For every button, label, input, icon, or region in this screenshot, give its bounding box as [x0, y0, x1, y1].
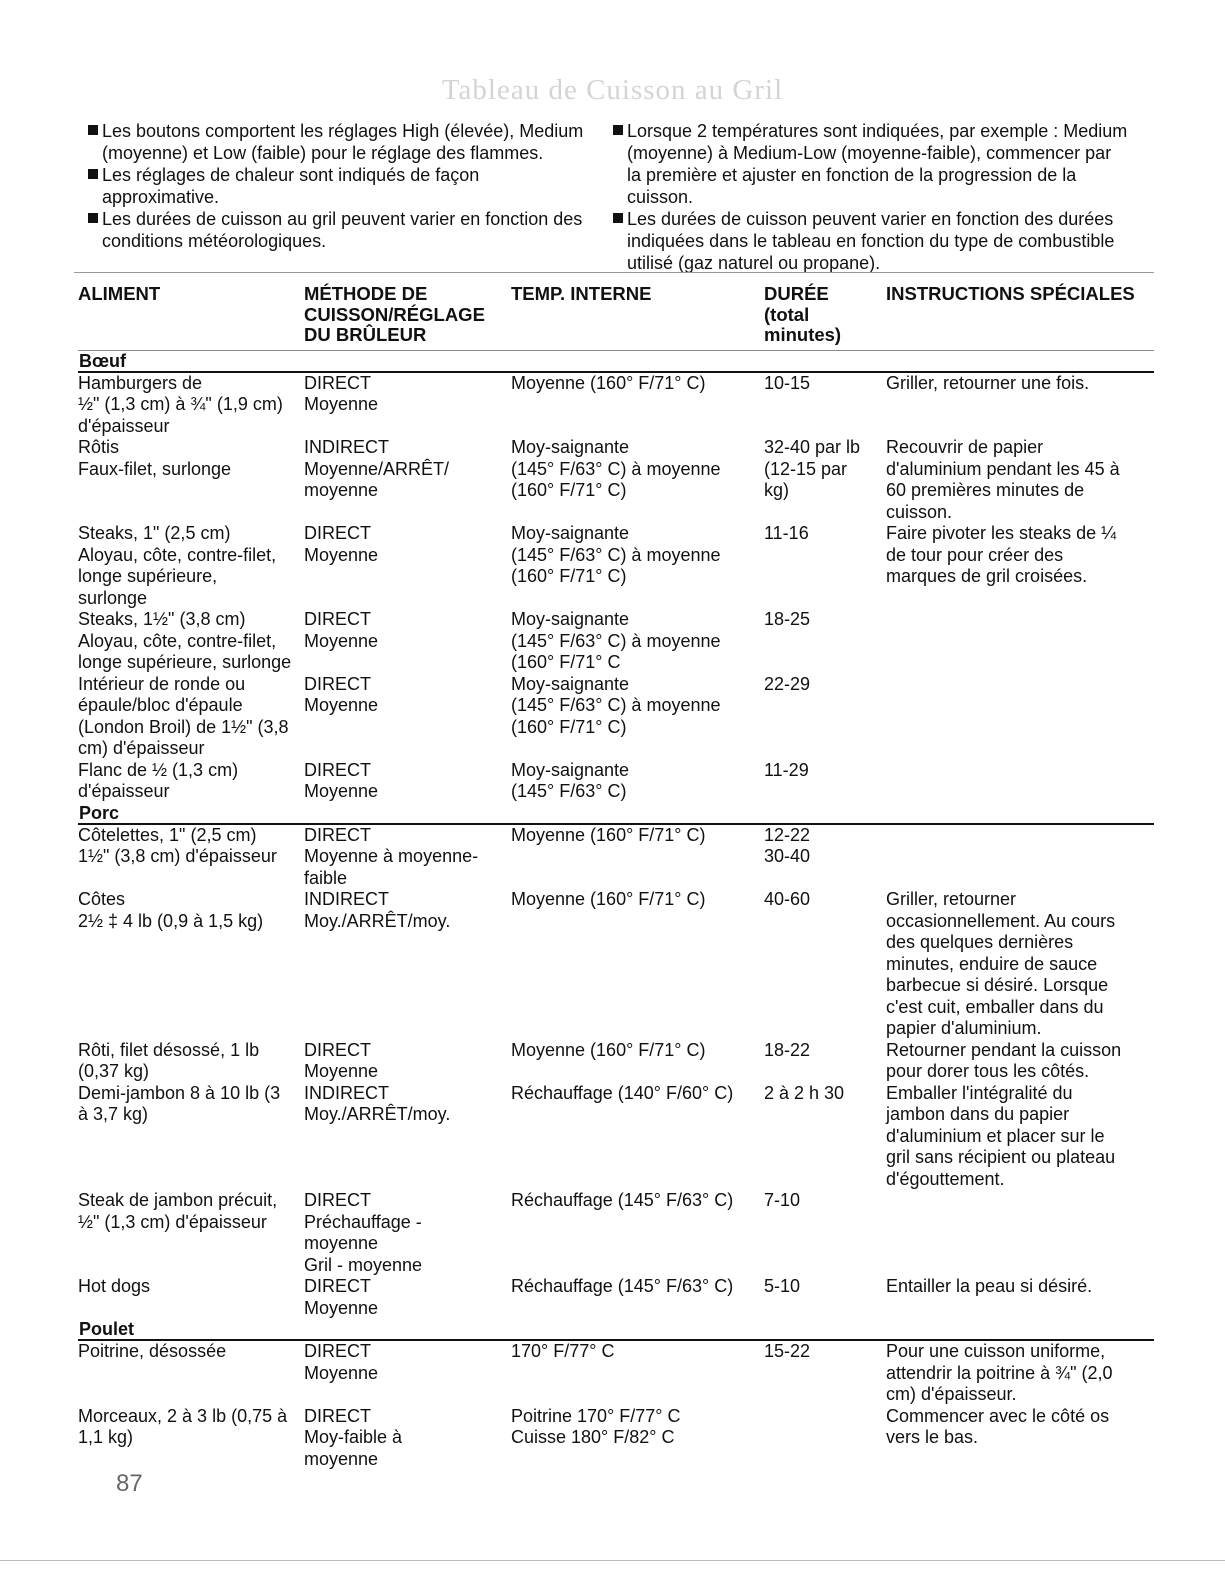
cell-instructions — [886, 825, 1154, 890]
table-row — [78, 609, 1154, 674]
table-row — [78, 1341, 1154, 1406]
cell-aliment: Flanc de ½ (1,3 cm) d'épaisseur — [78, 759, 239, 801]
note-item: Les durées de cuisson peuvent varier en fonction des durées indiquées dans le tableau en fonction du type de combustible utilisé (gaz naturel ou propane). — [609, 208, 1129, 274]
cell-methode: DIRECT Moyenne — [304, 1341, 379, 1383]
cell-instructions: Recouvrir de papier d'aluminium pendant les 45 à 60 premières minutes de cuisson. — [886, 437, 1120, 522]
cell-instructions: Emballer l'intégralité du jambon dans du papier d'aluminium et placer sur le gril sans récipient ou plateau d'égouttement. — [886, 1082, 1116, 1189]
cell-duree: 2 à 2 h 30 — [764, 1082, 845, 1103]
header-duree: DURÉE (total minutes) — [764, 283, 842, 345]
notes-divider — [74, 272, 1154, 273]
cell-duree: 12-22 30-40 — [764, 824, 811, 866]
cell-duree: 22-29 — [764, 673, 811, 694]
cell-aliment: Poitrine, désossée — [78, 1341, 227, 1361]
cell-instructions — [886, 674, 1154, 760]
page-title: Tableau de Cuisson au Gril — [441, 74, 784, 106]
cell-instructions: Griller, retourner une fois. — [886, 372, 1090, 393]
cell-methode: INDIRECT Moy./ARRÊT/moy. — [304, 1082, 451, 1124]
cell-temp: Moy-saignante (145° F/63° C) — [511, 759, 630, 801]
cell-aliment: Steaks, 1" (2,5 cm) Aloyau, côte, contre-filet, longe supérieure, surlonge — [78, 523, 277, 608]
cell-temp: Réchauffage (145° F/63° C) — [511, 1190, 734, 1210]
header-methode: MÉTHODE DE CUISSON/RÉGLAGE DU BRÛLEUR — [304, 283, 485, 345]
notes-right — [609, 120, 1129, 274]
cell-aliment: Demi-jambon 8 à 10 lb (3 à 3,7 kg) — [78, 1082, 281, 1124]
cooking-table — [78, 284, 1154, 1470]
cell-methode: DIRECT Moyenne — [304, 523, 379, 565]
cell-methode: INDIRECT Moyenne/ARRÊT/ moyenne — [304, 437, 450, 500]
section-header — [78, 1319, 1154, 1341]
cell-methode: DIRECT Préchauffage - moyenne Gril - moyenne — [304, 1190, 423, 1275]
cell-instructions: Faire pivoter les steaks de ¼ de tour pour créer des marques de gril croisées. — [886, 523, 1117, 586]
cell-aliment: Intérieur de ronde ou épaule/bloc d'épaule (London Broil) de 1½" (3,8 cm) d'épaisseur — [78, 673, 289, 758]
header-instructions: INSTRUCTIONS SPÉCIALES — [886, 283, 1135, 304]
cell-methode: DIRECT Moy-faible à moyenne — [304, 1405, 403, 1469]
cell-temp: Moyenne (160° F/71° C) — [511, 372, 706, 393]
cell-temp: Moyenne (160° F/71° C) — [511, 824, 706, 845]
cell-methode: DIRECT Moyenne — [304, 1276, 379, 1318]
table-row — [78, 1406, 1154, 1471]
cell-methode: DIRECT Moyenne — [304, 609, 379, 651]
cell-aliment: Rôti, filet désossé, 1 lb (0,37 kg) — [78, 1039, 260, 1081]
cell-temp: Poitrine 170° F/77° C Cuisse 180° F/82° C — [511, 1405, 681, 1447]
cell-instructions: Retourner pendant la cuisson pour dorer tous les côtés. — [886, 1039, 1122, 1081]
section-header — [78, 803, 1154, 825]
cell-temp: Réchauffage (140° F/60° C) — [511, 1082, 734, 1103]
cell-aliment: Morceaux, 2 à 3 lb (0,75 à 1,1 kg) — [78, 1405, 288, 1447]
cell-temp: Moy-saignante (145° F/63° C) à moyenne (160° F/71° C) — [511, 437, 721, 500]
cell-temp: Moyenne (160° F/71° C) — [511, 889, 706, 909]
cell-aliment: Côtelettes, 1" (2,5 cm) 1½" (3,8 cm) d'épaisseur — [78, 824, 277, 866]
cell-methode: DIRECT Moyenne — [304, 759, 379, 801]
cell-instructions: Entailler la peau si désiré. — [886, 1276, 1093, 1296]
cell-duree: 18-22 — [764, 1039, 811, 1060]
cell-duree: 11-16 — [764, 523, 809, 543]
cell-aliment: Hamburgers de ½" (1,3 cm) à ¾" (1,9 cm) d'épaisseur — [78, 372, 283, 436]
table-row — [78, 889, 1154, 1040]
cell-duree: 40-60 — [764, 889, 811, 909]
cell-duree: 10-15 — [764, 372, 811, 393]
cell-duree: 11-29 — [764, 759, 809, 780]
cell-methode: DIRECT Moyenne — [304, 673, 379, 715]
table-row — [78, 1276, 1154, 1319]
cell-aliment: Côtes 2½ ‡ 4 lb (0,9 à 1,5 kg) — [78, 889, 264, 931]
cell-aliment: Steaks, 1½" (3,8 cm) Aloyau, côte, contre-filet, longe supérieure, surlonge — [78, 609, 292, 672]
cell-temp: Réchauffage (145° F/63° C) — [511, 1276, 734, 1296]
cell-aliment: Steak de jambon précuit, ½" (1,3 cm) d'épaisseur — [78, 1190, 278, 1232]
cell-temp: Moy-saignante (145° F/63° C) à moyenne (160° F/71° C) — [511, 523, 721, 586]
note-item: Les durées de cuisson au gril peuvent varier en fonction des conditions météorologiques. — [84, 208, 584, 252]
table-row — [78, 437, 1154, 523]
cell-methode: DIRECT Moyenne à moyenne- faible — [304, 824, 479, 888]
section-title: Bœuf — [79, 350, 126, 371]
cell-instructions — [886, 760, 1154, 803]
cell-duree: 32-40 par lb (12-15 par kg) — [764, 437, 861, 500]
cell-methode: DIRECT Moyenne — [304, 1039, 379, 1081]
cell-duree: 15-22 — [764, 1341, 811, 1361]
cell-temp: Moy-saignante (145° F/63° C) à moyenne (160° F/71° C) — [511, 673, 721, 737]
cell-instructions: Pour une cuisson uniforme, attendrir la poitrine à ¾" (2,0 cm) d'épaisseur. — [886, 1341, 1113, 1404]
cell-instructions: Commencer avec le côté os vers le bas. — [886, 1405, 1110, 1447]
table-row — [78, 825, 1154, 890]
header-aliment: ALIMENT — [78, 283, 161, 304]
cell-duree: 5-10 — [764, 1276, 801, 1296]
table-header-row — [78, 284, 1154, 351]
cell-methode: DIRECT Moyenne — [304, 372, 379, 414]
notes-left — [84, 120, 584, 252]
table-row — [78, 1190, 1154, 1276]
cell-duree: 18-25 — [764, 609, 811, 629]
cell-methode: INDIRECT Moy./ARRÊT/moy. — [304, 889, 451, 931]
cell-instructions: Griller, retourner occasionnellement. Au cours des quelques dernières minutes, enduire de sauce barbecue si désiré. Lorsque c'est cuit, emballer dans du papier d'aluminium. — [886, 889, 1116, 1038]
note-item: Les boutons comportent les réglages High (élevée), Medium (moyenne) et Low (faible) pour le réglage des flammes. — [84, 120, 584, 164]
table-row — [78, 760, 1154, 803]
cell-temp: Moyenne (160° F/71° C) — [511, 1039, 706, 1060]
table-row — [78, 373, 1154, 438]
section-title: Poulet — [79, 1319, 135, 1339]
cell-aliment: Hot dogs — [78, 1276, 151, 1296]
cell-instructions — [886, 1190, 1154, 1276]
table-row — [78, 1083, 1154, 1191]
table-row — [78, 674, 1154, 760]
cell-temp: 170° F/77° C — [511, 1341, 615, 1361]
section-header — [78, 351, 1154, 373]
header-temp: TEMP. INTERNE — [511, 283, 652, 304]
table-row — [78, 523, 1154, 609]
cell-temp: Moy-saignante (145° F/63° C) à moyenne (160° F/71° C — [511, 609, 721, 672]
cell-aliment: Rôtis Faux-filet, surlonge — [78, 437, 232, 479]
note-item: Lorsque 2 températures sont indiquées, par exemple : Medium (moyenne) à Medium-Low (moyenne-faible), commencer par la première et ajuster en fonction de la progression de la cuisson. — [609, 120, 1129, 208]
page-number: 87 — [116, 1470, 143, 1497]
cell-duree — [764, 1406, 886, 1471]
cell-duree: 7-10 — [764, 1190, 801, 1210]
footer-divider — [0, 1560, 1225, 1561]
table-row — [78, 1040, 1154, 1083]
section-title: Porc — [79, 802, 120, 823]
note-item: Les réglages de chaleur sont indiqués de façon approximative. — [84, 164, 584, 208]
cell-instructions — [886, 609, 1154, 674]
